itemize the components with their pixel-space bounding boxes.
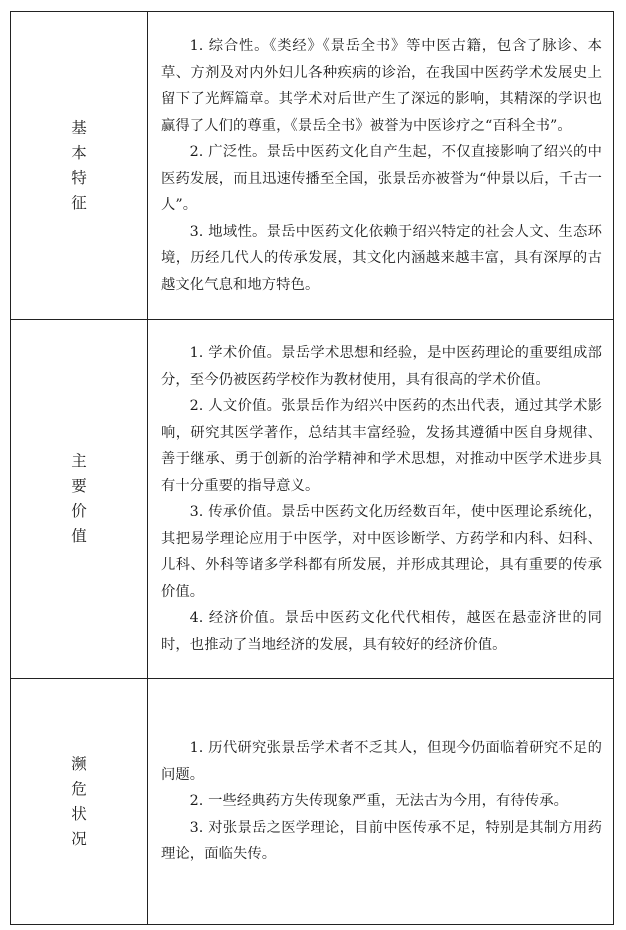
row-basic-features	[11, 12, 614, 320]
row-endangered-status	[11, 679, 614, 925]
label-cell-endangered-status	[11, 679, 148, 925]
paragraph-theory-at-risk: 3. 对张景岳之医学理论，目前中医传承不足，特别是其制方用药理论，面临失传。	[161, 819, 602, 863]
paragraph-humanistic-value: 2. 人文价值。张景岳作为绍兴中医药的杰出代表，通过其学术影响，研究其医学著作，总结其丰富经验，发扬其遵循中医自身规律、善于继承、勇于创新的治学精神和学术思想，对推动中医学术进步具有十分重要的指导意义。	[161, 398, 602, 494]
paragraph-prescriptions-lost: 2. 一些经典药方失传现象严重，无法古为今用，有待传承。	[189, 793, 568, 810]
paragraph-economic-value: 4. 经济价值。景岳中医药文化代代相传，越医在悬壶济世的同时，也推动了当地经济的发展，具有较好的经济价值。	[161, 610, 602, 653]
paragraph-heritage-value: 3. 传承价值。景岳中医药文化历经数百年，使中医理论系统化，其把易学理论应用于中医学，对中医诊断学、方药学和内科、妇科、儿科、外科等诸多学科都有所发展，并形成其理论，具有重要的传承价值。	[161, 504, 602, 600]
paragraph-comprehensiveness: 1. 综合性。《类经》《景岳全书》等中医古籍，包含了脉诊、本草、方剂及对内外妇儿各种疾病的诊治，在我国中医药学术发展史上留下了光辉篇章。其学术对后世产生了深远的影响，其精深的学识也赢得了人们的尊重，《景岳全书》被誉为中医诊疗之“百科全书”。	[161, 38, 602, 134]
label-char: 本	[71, 143, 87, 162]
content-cell-main-value	[148, 320, 614, 679]
label-char: 主	[71, 452, 87, 470]
heritage-info-table	[10, 11, 614, 925]
label-char: 危	[71, 779, 87, 798]
content-cell-endangered-status	[148, 679, 614, 925]
label-char: 值	[71, 527, 87, 545]
label-char: 濒	[71, 754, 87, 773]
paragraph-academic-value: 1. 学术价值。景岳学术思想和经验，是中医药理论的重要组成部分，至今仍被医药学校作为教材使用，具有很高的学术价值。	[161, 345, 602, 388]
paragraph-research-insufficient: 1. 历代研究张景岳学术者不乏其人，但现今仍面临着研究不足的问题。	[161, 740, 602, 783]
paragraph-regionality: 3. 地域性。景岳中医药文化依赖于绍兴特定的社会人文、生态环境，历经几代人的传承发展，其文化内涵越来越丰富，具有深厚的古越文化气息和地方特色。	[161, 223, 602, 293]
row-label-main-value	[71, 449, 87, 549]
label-char: 征	[71, 193, 87, 212]
label-char: 状	[71, 804, 87, 823]
content-cell-basic-features	[148, 12, 614, 320]
row-main-value	[11, 320, 614, 679]
label-char: 要	[71, 477, 87, 495]
label-char: 基	[71, 118, 87, 137]
label-char: 价	[71, 502, 87, 520]
label-cell-main-value	[11, 320, 148, 679]
label-char: 特	[71, 168, 87, 187]
paragraph-breadth: 2. 广泛性。景岳中医药文化自产生起，不仅直接影响了绍兴的中医药发展，而且迅速传播至全国，张景岳亦被誉为“仲景以后，千古一人”。	[161, 144, 602, 213]
row-label-basic-features	[71, 116, 87, 216]
label-char: 况	[71, 829, 87, 848]
label-cell-basic-features	[11, 12, 148, 320]
row-label-endangered-status	[71, 752, 87, 852]
